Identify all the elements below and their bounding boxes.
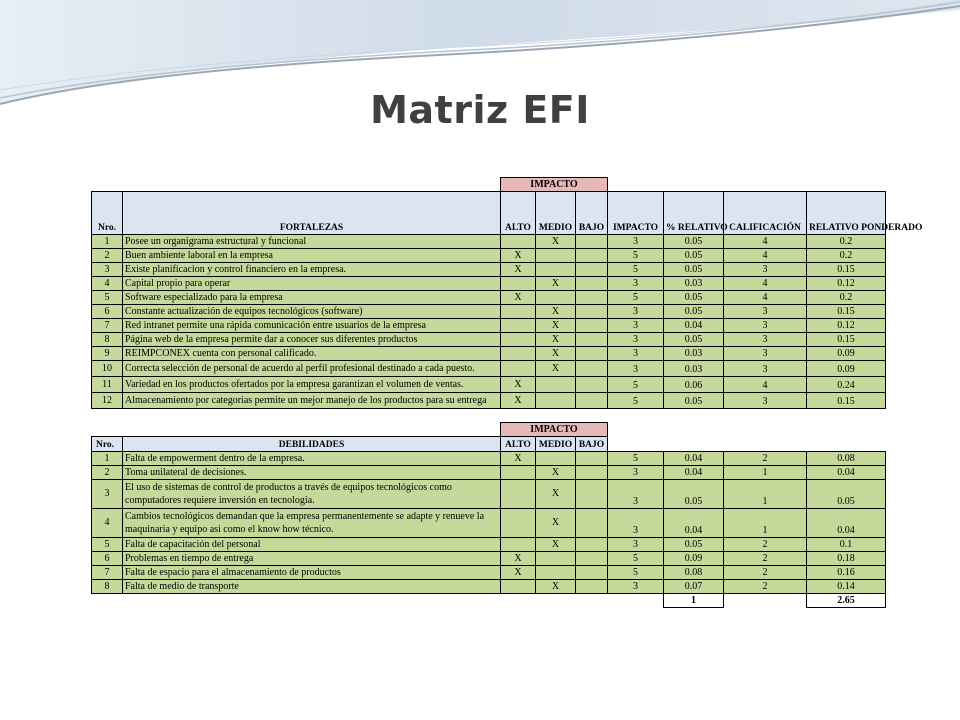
alto-mark: X bbox=[501, 291, 536, 305]
alto-mark bbox=[501, 235, 536, 249]
relativo-value: 0.04 bbox=[664, 466, 724, 480]
calificacion-value: 2 bbox=[724, 538, 807, 552]
bajo-mark bbox=[576, 466, 608, 480]
table-row bbox=[92, 509, 886, 538]
calificacion-value: 4 bbox=[724, 235, 807, 249]
row-number: 1 bbox=[92, 235, 123, 249]
row-number: 3 bbox=[92, 480, 123, 509]
impacto-value: 5 bbox=[608, 566, 664, 580]
impacto-value: 3 bbox=[608, 509, 664, 538]
impacto-value: 3 bbox=[608, 580, 664, 594]
row-number: 2 bbox=[92, 466, 123, 480]
medio-mark bbox=[536, 263, 576, 277]
row-number: 6 bbox=[92, 552, 123, 566]
factor-text: Existe planificacion y control financiero en la empresa. bbox=[123, 263, 501, 277]
medio-mark: X bbox=[536, 466, 576, 480]
efi-matrix-table bbox=[91, 177, 923, 608]
bajo-mark bbox=[576, 538, 608, 552]
row-number: 8 bbox=[92, 333, 123, 347]
ponderado-value: 0.09 bbox=[807, 347, 886, 361]
col-header-bajo: BAJO bbox=[576, 437, 608, 452]
col-header-nro: Nro. bbox=[92, 192, 123, 235]
alto-mark: X bbox=[501, 393, 536, 409]
col-header-fortalezas: FORTALEZAS bbox=[123, 192, 501, 235]
calificacion-value: 4 bbox=[724, 377, 807, 393]
bajo-mark bbox=[576, 509, 608, 538]
factor-text: REIMPCONEX cuenta con personal calificado. bbox=[123, 347, 501, 361]
col-header-bajo: BAJO bbox=[576, 192, 608, 235]
row-number: 7 bbox=[92, 566, 123, 580]
row-number: 2 bbox=[92, 249, 123, 263]
factor-text: Variedad en los productos ofertados por la empresa garantizan el volumen de ventas. bbox=[123, 377, 501, 393]
row-number: 9 bbox=[92, 347, 123, 361]
ponderado-value: 0.14 bbox=[807, 580, 886, 594]
medio-mark bbox=[536, 377, 576, 393]
col-header-impacto: IMPACTO bbox=[608, 192, 664, 235]
table-row bbox=[92, 347, 886, 361]
factor-text: Problemas en tiempo de entrega bbox=[123, 552, 501, 566]
impacto-value: 5 bbox=[608, 393, 664, 409]
medio-mark: X bbox=[536, 538, 576, 552]
factor-text: Falta de capacitación del personal bbox=[123, 538, 501, 552]
medio-mark: X bbox=[536, 480, 576, 509]
bajo-mark bbox=[576, 377, 608, 393]
row-number: 6 bbox=[92, 305, 123, 319]
impacto-value: 5 bbox=[608, 452, 664, 466]
bajo-mark bbox=[576, 452, 608, 466]
bajo-mark bbox=[576, 566, 608, 580]
total-ponderado: 2.65 bbox=[807, 594, 886, 608]
calificacion-value: 2 bbox=[724, 452, 807, 466]
medio-mark bbox=[536, 552, 576, 566]
relativo-value: 0.04 bbox=[664, 452, 724, 466]
calificacion-value: 2 bbox=[724, 580, 807, 594]
bajo-mark bbox=[576, 235, 608, 249]
ponderado-value: 0.15 bbox=[807, 393, 886, 409]
relativo-value: 0.05 bbox=[664, 305, 724, 319]
relativo-value: 0.07 bbox=[664, 580, 724, 594]
row-number: 10 bbox=[92, 361, 123, 377]
efi-sheet bbox=[88, 170, 923, 652]
debilidades-header-row bbox=[92, 437, 886, 452]
factor-text: Almacenamiento por categorias permite un mejor manejo de los productos para su entrega bbox=[123, 393, 501, 409]
calificacion-value: 3 bbox=[724, 361, 807, 377]
relativo-value: 0.05 bbox=[664, 291, 724, 305]
col-header-alto: ALTO bbox=[501, 437, 536, 452]
alto-mark: X bbox=[501, 377, 536, 393]
relativo-value: 0.08 bbox=[664, 566, 724, 580]
medio-mark: X bbox=[536, 319, 576, 333]
factor-text: Buen ambiente laboral en la empresa bbox=[123, 249, 501, 263]
bajo-mark bbox=[576, 552, 608, 566]
factor-text: El uso de sistemas de control de productos a través de equipos tecnológicos como computadores requiere inversión en tecnología. bbox=[123, 480, 501, 509]
impacto-value: 3 bbox=[608, 538, 664, 552]
impacto-value: 3 bbox=[608, 333, 664, 347]
calificacion-value: 1 bbox=[724, 509, 807, 538]
factor-text: Red intranet permite una rápida comunicación entre usuarios de la empresa bbox=[123, 319, 501, 333]
ponderado-value: 0.2 bbox=[807, 249, 886, 263]
impacto-value: 5 bbox=[608, 249, 664, 263]
relativo-value: 0.05 bbox=[664, 393, 724, 409]
table-row bbox=[92, 249, 886, 263]
calificacion-value: 2 bbox=[724, 552, 807, 566]
table-row bbox=[92, 452, 886, 466]
blank-cell bbox=[608, 437, 886, 452]
alto-mark bbox=[501, 480, 536, 509]
blank-cell bbox=[608, 178, 886, 192]
bajo-mark bbox=[576, 305, 608, 319]
factor-text: Falta de empowerment dentro de la empresa. bbox=[123, 452, 501, 466]
factor-text: Página web de la empresa permite dar a conocer sus diferentes productos bbox=[123, 333, 501, 347]
ponderado-value: 0.12 bbox=[807, 277, 886, 291]
blank-cell bbox=[608, 423, 886, 437]
relativo-value: 0.05 bbox=[664, 538, 724, 552]
impacto-value: 3 bbox=[608, 305, 664, 319]
ponderado-value: 0.04 bbox=[807, 509, 886, 538]
alto-mark bbox=[501, 361, 536, 377]
col-header-calificacion: CALIFICACIÓN bbox=[724, 192, 807, 235]
spacer-cell bbox=[92, 409, 886, 423]
relativo-value: 0.03 bbox=[664, 361, 724, 377]
efi-table-body bbox=[92, 178, 923, 608]
alto-mark bbox=[501, 509, 536, 538]
impacto-value: 3 bbox=[608, 319, 664, 333]
alto-mark: X bbox=[501, 452, 536, 466]
relativo-value: 0.05 bbox=[664, 480, 724, 509]
medio-mark bbox=[536, 393, 576, 409]
relativo-value: 0.06 bbox=[664, 377, 724, 393]
table-row bbox=[92, 480, 886, 509]
table-row bbox=[92, 552, 886, 566]
relativo-value: 0.03 bbox=[664, 347, 724, 361]
bajo-mark bbox=[576, 393, 608, 409]
impacto-value: 5 bbox=[608, 263, 664, 277]
alto-mark bbox=[501, 319, 536, 333]
factor-text: Constante actualización de equipos tecnológicos (software) bbox=[123, 305, 501, 319]
row-number: 5 bbox=[92, 538, 123, 552]
bajo-mark bbox=[576, 347, 608, 361]
table-row bbox=[92, 466, 886, 480]
col-header-alto: ALTO bbox=[501, 192, 536, 235]
calificacion-value: 3 bbox=[724, 319, 807, 333]
row-number: 4 bbox=[92, 509, 123, 538]
alto-mark: X bbox=[501, 566, 536, 580]
impacto-value: 3 bbox=[608, 361, 664, 377]
bajo-mark bbox=[576, 263, 608, 277]
alto-mark bbox=[501, 580, 536, 594]
table-row bbox=[92, 277, 886, 291]
alto-mark bbox=[501, 277, 536, 291]
factor-text: Correcta selección de personal de acuerdo al perfil profesional destinado a cada puesto. bbox=[123, 361, 501, 377]
factor-text: Cambios tecnológicos demandan que la empresa permanentemente se adapte y renueve la maquinaria y equipo asi como el know how técnico. bbox=[123, 509, 501, 538]
impacto-value: 3 bbox=[608, 347, 664, 361]
medio-mark: X bbox=[536, 277, 576, 291]
col-header-ponderado: RELATIVO PONDERADO bbox=[807, 192, 886, 235]
calificacion-value: 1 bbox=[724, 480, 807, 509]
alto-mark bbox=[501, 538, 536, 552]
medio-mark: X bbox=[536, 580, 576, 594]
impacto-header-row bbox=[92, 423, 886, 437]
calificacion-value: 1 bbox=[724, 466, 807, 480]
ponderado-value: 0.24 bbox=[807, 377, 886, 393]
impacto-value: 5 bbox=[608, 552, 664, 566]
calificacion-value: 3 bbox=[724, 305, 807, 319]
row-number: 8 bbox=[92, 580, 123, 594]
col-header-debilidades: DEBILIDADES bbox=[123, 437, 501, 452]
table-row bbox=[92, 235, 886, 249]
fortalezas-header-row bbox=[92, 192, 886, 235]
medio-mark: X bbox=[536, 361, 576, 377]
bajo-mark bbox=[576, 319, 608, 333]
factor-text: Falta de medio de transporte bbox=[123, 580, 501, 594]
table-row bbox=[92, 333, 886, 347]
row-number: 7 bbox=[92, 319, 123, 333]
relativo-value: 0.05 bbox=[664, 249, 724, 263]
relativo-value: 0.09 bbox=[664, 552, 724, 566]
col-header-nro: Nro. bbox=[92, 437, 123, 452]
calificacion-value: 3 bbox=[724, 393, 807, 409]
impacto-value: 3 bbox=[608, 480, 664, 509]
col-header-medio: MEDIO bbox=[536, 192, 576, 235]
calificacion-value: 4 bbox=[724, 249, 807, 263]
alto-mark: X bbox=[501, 249, 536, 263]
table-row bbox=[92, 377, 886, 393]
medio-mark: X bbox=[536, 305, 576, 319]
bajo-mark bbox=[576, 480, 608, 509]
ponderado-value: 0.2 bbox=[807, 235, 886, 249]
table-row bbox=[92, 263, 886, 277]
ponderado-value: 0.15 bbox=[807, 263, 886, 277]
ponderado-value: 0.15 bbox=[807, 333, 886, 347]
bajo-mark bbox=[576, 361, 608, 377]
impacto-header: IMPACTO bbox=[501, 423, 608, 437]
alto-mark: X bbox=[501, 552, 536, 566]
calificacion-value: 4 bbox=[724, 277, 807, 291]
blank-cell bbox=[724, 594, 807, 608]
ponderado-value: 0.2 bbox=[807, 291, 886, 305]
relativo-value: 0.05 bbox=[664, 235, 724, 249]
ponderado-value: 0.04 bbox=[807, 466, 886, 480]
row-number: 1 bbox=[92, 452, 123, 466]
alto-mark bbox=[501, 347, 536, 361]
relativo-value: 0.04 bbox=[664, 319, 724, 333]
blank-cell bbox=[92, 594, 664, 608]
medio-mark: X bbox=[536, 509, 576, 538]
factor-text: Posee un organigrama estructural y funcional bbox=[123, 235, 501, 249]
row-number: 3 bbox=[92, 263, 123, 277]
impacto-value: 5 bbox=[608, 377, 664, 393]
medio-mark bbox=[536, 452, 576, 466]
calificacion-value: 3 bbox=[724, 263, 807, 277]
medio-mark: X bbox=[536, 347, 576, 361]
calificacion-value: 3 bbox=[724, 333, 807, 347]
total-relativo: 1 bbox=[664, 594, 724, 608]
table-row bbox=[92, 291, 886, 305]
bajo-mark bbox=[576, 277, 608, 291]
relativo-value: 0.03 bbox=[664, 277, 724, 291]
impacto-value: 3 bbox=[608, 277, 664, 291]
medio-mark bbox=[536, 291, 576, 305]
bajo-mark bbox=[576, 291, 608, 305]
relativo-value: 0.04 bbox=[664, 509, 724, 538]
ponderado-value: 0.1 bbox=[807, 538, 886, 552]
impacto-header: IMPACTO bbox=[501, 178, 608, 192]
ponderado-value: 0.08 bbox=[807, 452, 886, 466]
alto-mark bbox=[501, 305, 536, 319]
blank-cell bbox=[92, 423, 501, 437]
medio-mark bbox=[536, 566, 576, 580]
ponderado-value: 0.18 bbox=[807, 552, 886, 566]
impacto-value: 5 bbox=[608, 291, 664, 305]
section-spacer bbox=[92, 409, 886, 423]
alto-mark bbox=[501, 333, 536, 347]
slide-title: Matriz EFI bbox=[370, 88, 590, 132]
table-row bbox=[92, 393, 886, 409]
factor-text: Falta de espacio para el almacenamiento de productos bbox=[123, 566, 501, 580]
ponderado-value: 0.05 bbox=[807, 480, 886, 509]
table-row bbox=[92, 305, 886, 319]
factor-text: Toma unilateral de decisiones. bbox=[123, 466, 501, 480]
table-row bbox=[92, 538, 886, 552]
table-row bbox=[92, 566, 886, 580]
impacto-value: 3 bbox=[608, 466, 664, 480]
ponderado-value: 0.12 bbox=[807, 319, 886, 333]
factor-text: Capital propio para operar bbox=[123, 277, 501, 291]
row-number: 4 bbox=[92, 277, 123, 291]
col-header-relativo: % RELATIVO bbox=[664, 192, 724, 235]
bajo-mark bbox=[576, 249, 608, 263]
calificacion-value: 2 bbox=[724, 566, 807, 580]
calificacion-value: 4 bbox=[724, 291, 807, 305]
impacto-value: 3 bbox=[608, 235, 664, 249]
row-number: 11 bbox=[92, 377, 123, 393]
blank-cell bbox=[92, 178, 501, 192]
totals-row bbox=[92, 594, 886, 608]
ponderado-value: 0.09 bbox=[807, 361, 886, 377]
col-header-medio: MEDIO bbox=[536, 437, 576, 452]
medio-mark: X bbox=[536, 333, 576, 347]
ponderado-value: 0.16 bbox=[807, 566, 886, 580]
factor-text: Software especializado para la empresa bbox=[123, 291, 501, 305]
row-number: 5 bbox=[92, 291, 123, 305]
ponderado-value: 0.15 bbox=[807, 305, 886, 319]
relativo-value: 0.05 bbox=[664, 333, 724, 347]
bajo-mark bbox=[576, 580, 608, 594]
table-row bbox=[92, 580, 886, 594]
calificacion-value: 3 bbox=[724, 347, 807, 361]
bajo-mark bbox=[576, 333, 608, 347]
row-number: 12 bbox=[92, 393, 123, 409]
relativo-value: 0.05 bbox=[664, 263, 724, 277]
impacto-header-row bbox=[92, 178, 886, 192]
alto-mark bbox=[501, 466, 536, 480]
medio-mark bbox=[536, 249, 576, 263]
table-row bbox=[92, 361, 886, 377]
table-row bbox=[92, 319, 886, 333]
alto-mark: X bbox=[501, 263, 536, 277]
medio-mark: X bbox=[536, 235, 576, 249]
